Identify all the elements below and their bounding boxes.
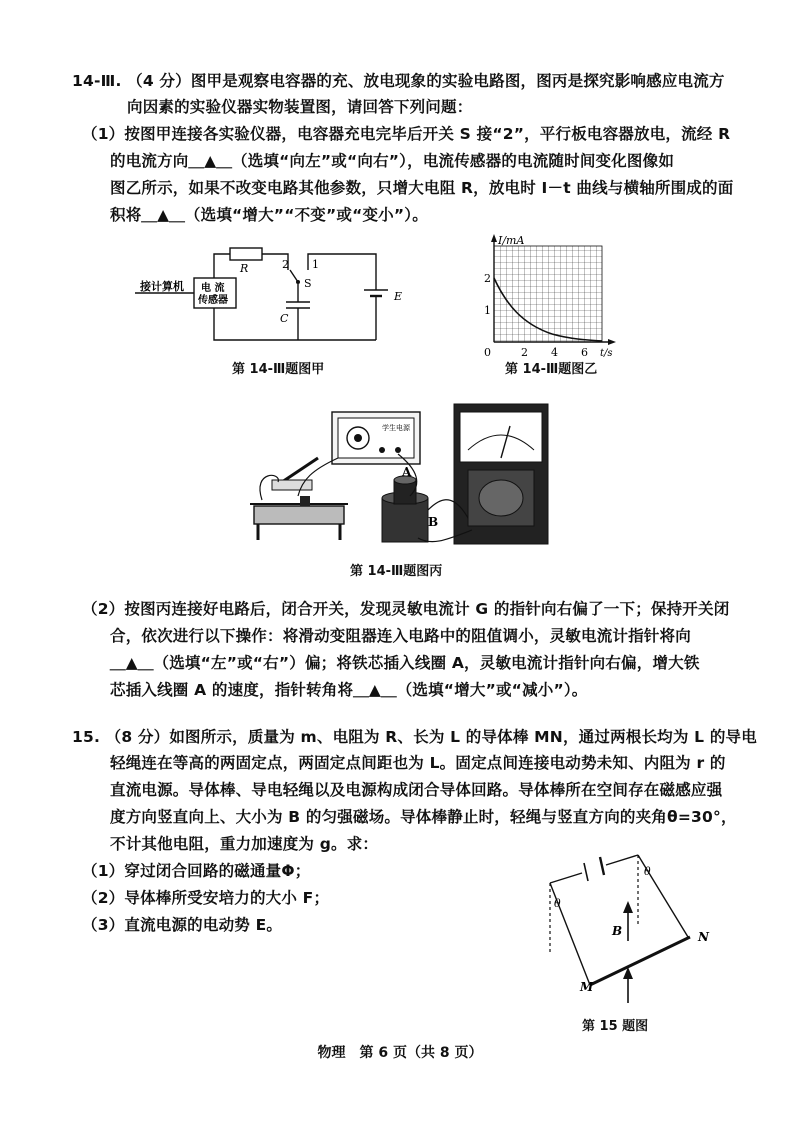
figure-15 bbox=[530, 835, 730, 1015]
q14-part2-line-4: 芯插入线圈 A 的速度，指针转角将＿▲＿（选填“增大”或“减小”）。 bbox=[110, 681, 588, 699]
q14-line-1: 14-Ⅲ. （4 分）图甲是观察电容器的充、放电现象的实验电路图，图丙是探究影响感应电流方 bbox=[72, 72, 725, 90]
q14-part2-line-2: 合，依次进行以下操作：将滑动变阻器连入电路中的阻值调小，灵敏电流计指针将向 bbox=[110, 627, 691, 645]
ytick-2: 2 bbox=[484, 272, 491, 285]
label-b: B bbox=[612, 924, 623, 938]
caption-jia: 第 14-Ⅲ题图甲 bbox=[232, 362, 325, 377]
q15-line-2: 轻绳连在等高的两固定点，两固定点间距也为 L。固定点间连接电动势未知、内阻为 r 的 bbox=[110, 754, 726, 772]
label-s: S bbox=[304, 277, 312, 290]
resistor-r bbox=[230, 248, 262, 260]
graph-yi bbox=[470, 232, 620, 360]
ytick-1: 1 bbox=[484, 304, 491, 317]
label-panel: 学生电源 bbox=[382, 424, 410, 432]
q15-question-1: （1）穿过闭合回路的磁通量Φ； bbox=[82, 862, 311, 880]
label-sensor-1: 电 流 bbox=[201, 283, 225, 294]
q15-question-2: （2）导体棒所受安培力的大小 F； bbox=[82, 889, 330, 907]
label-1: 1 bbox=[312, 258, 319, 271]
q14-line-3: （1）按图甲连接各实验仪器，电容器充电完毕后开关 S 接“2”，平行板电容器放电，流经 R bbox=[82, 125, 731, 143]
q15-line-1: 15. （8 分）如图所示，质量为 m、电阻为 R、长为 L 的导体棒 MN，通过两根长均为 L 的导电 bbox=[72, 728, 757, 746]
q15-line-5: 不计其他电阻，重力加速度为 g。求： bbox=[110, 835, 379, 853]
label-sensor-2: 传感器 bbox=[198, 295, 228, 306]
q14-line-2: 向因素的实验仪器实物装置图，请回答下列问题： bbox=[127, 98, 473, 116]
ylabel: I/mA bbox=[498, 234, 525, 247]
label-theta-right: θ bbox=[644, 865, 651, 878]
label-coil-b: B bbox=[428, 515, 439, 529]
label-computer: 接计算机 bbox=[140, 280, 184, 293]
q14-line-6: 积将＿▲＿（选填“增大”“不变”或“变小”）。 bbox=[110, 206, 428, 224]
q14-part2-line-3: ＿▲＿（选填“左”或“右”）偏；将铁芯插入线圈 A，灵敏电流计指针向右偏，增大铁 bbox=[110, 654, 700, 672]
xtick-0: 0 bbox=[484, 346, 491, 359]
label-theta-left: θ bbox=[554, 897, 561, 910]
q15-question-3: （3）直流电源的电动势 E。 bbox=[82, 916, 283, 934]
xtick-2: 2 bbox=[521, 346, 528, 359]
label-r: R bbox=[240, 262, 249, 275]
caption-15: 第 15 题图 bbox=[582, 1019, 649, 1034]
apparatus-bing bbox=[242, 400, 572, 550]
xlabel: t/s bbox=[600, 348, 613, 359]
page-footer: 物理 第 6 页（共 8 页） bbox=[317, 1045, 483, 1061]
q15-line-4: 度方向竖直向上、大小为 B 的匀强磁场。导体棒静止时，轻绳与竖直方向的夹角θ=30°， bbox=[110, 808, 737, 826]
q14-part2-line-1: （2）按图丙连接好电路后，闭合开关，发现灵敏电流计 G 的指针向右偏了一下；保持开关闭 bbox=[82, 600, 730, 618]
label-coil-a: A bbox=[402, 465, 412, 479]
q15-line-3: 直流电源。导体棒、导电轻绳以及电源构成闭合导体回路。导体棒所在空间存在磁感应强 bbox=[110, 781, 723, 799]
q14-line-4: 的电流方向＿▲＿（选填“向左”或“向右”），电流传感器的电流随时间变化图像如 bbox=[110, 152, 675, 170]
xtick-4: 4 bbox=[551, 346, 558, 359]
circuit-diagram-jia bbox=[130, 242, 410, 352]
label-e: E bbox=[394, 290, 403, 303]
label-n: N bbox=[698, 930, 709, 944]
q14-line-5: 图乙所示，如果不改变电路其他参数，只增大电阻 R，放电时 I－t 曲线与横轴所围成的面 bbox=[110, 179, 734, 197]
label-c: C bbox=[280, 312, 289, 325]
caption-bing: 第 14-Ⅲ题图丙 bbox=[350, 564, 443, 579]
xtick-6: 6 bbox=[581, 346, 588, 359]
label-2: 2 bbox=[282, 258, 289, 271]
caption-yi: 第 14-Ⅲ题图乙 bbox=[505, 362, 598, 377]
label-m: M bbox=[580, 980, 594, 994]
